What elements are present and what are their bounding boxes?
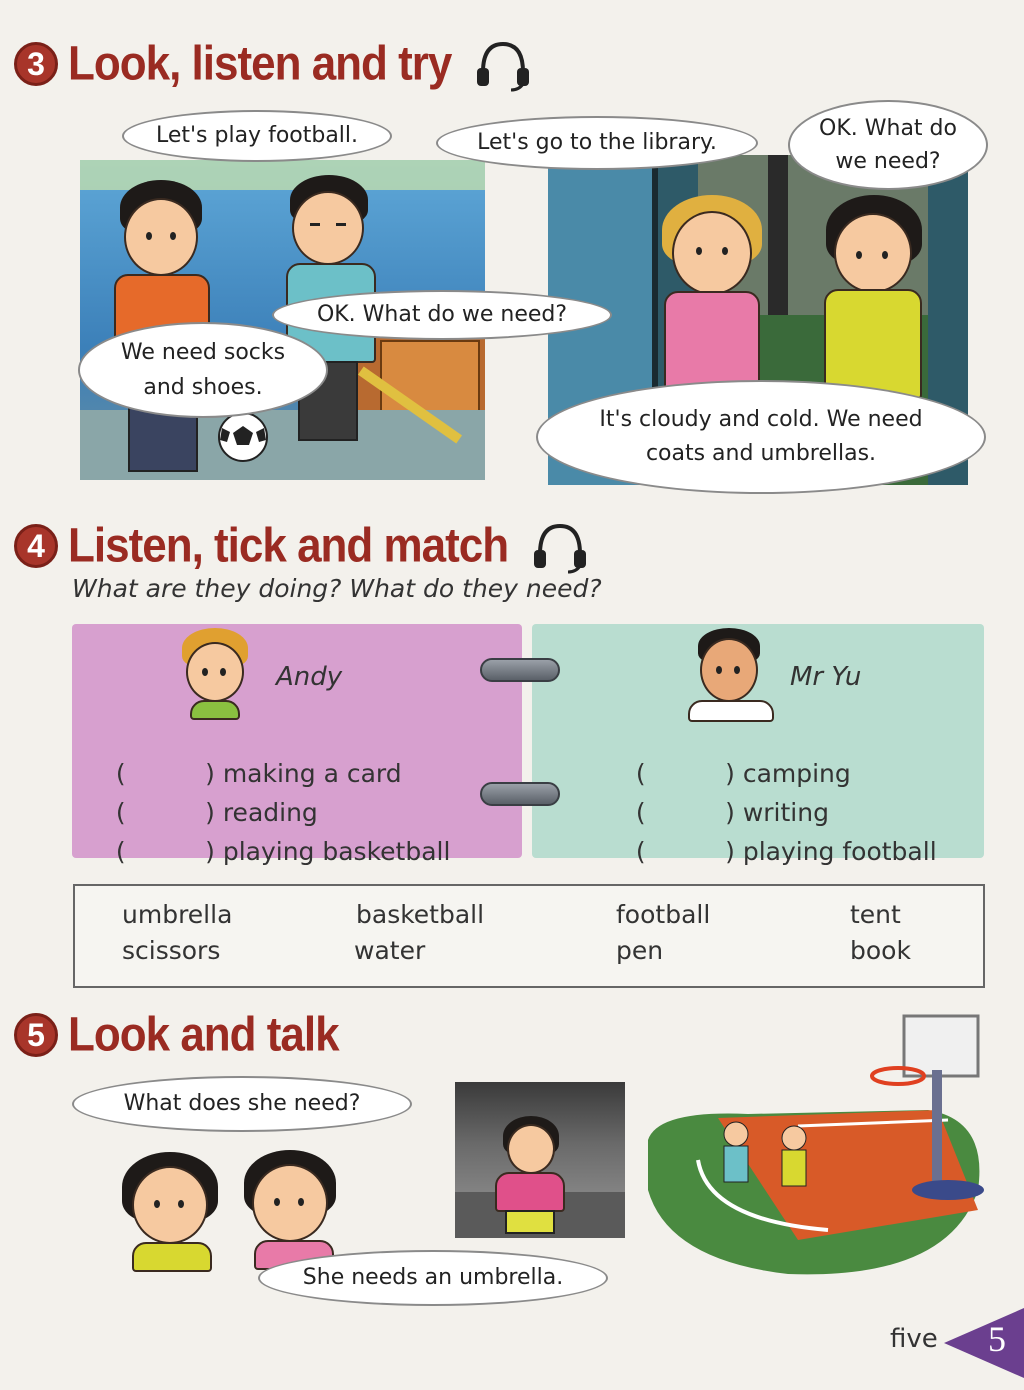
- tick-bracket[interactable]: ( ): [635, 798, 743, 827]
- speech-bubble: Let's play football.: [122, 110, 392, 162]
- page-word: five: [890, 1324, 938, 1354]
- activity-label: camping: [742, 759, 851, 788]
- speech-bubble: OK. What do we need?: [788, 100, 988, 190]
- binder-ring-icon: [480, 782, 560, 806]
- binder-ring-icon: [480, 658, 560, 682]
- word-bank-item[interactable]: scissors: [122, 936, 221, 965]
- tick-bracket[interactable]: ( ): [635, 759, 743, 788]
- word-bank-item[interactable]: umbrella: [122, 900, 233, 929]
- basketball-court-illustration: [648, 1010, 988, 1280]
- speech-bubble: Let's go to the library.: [436, 116, 758, 170]
- speech-bubble: What does she need?: [72, 1076, 412, 1132]
- football-icon: [216, 410, 270, 464]
- section-title: Listen, tick and match: [68, 518, 509, 573]
- section-number: 4: [14, 524, 58, 568]
- page-number: 5: [988, 1319, 1006, 1359]
- headphones-icon[interactable]: [530, 518, 590, 574]
- word-bank-item[interactable]: pen: [616, 936, 664, 965]
- tick-bracket[interactable]: ( ): [115, 837, 223, 866]
- activity-label: writing: [742, 798, 829, 827]
- word-bank-item[interactable]: book: [850, 936, 911, 965]
- tick-row[interactable]: [620, 808, 937, 866]
- page-number-tab: [944, 1308, 1024, 1378]
- speech-bubble: We need socks and shoes.: [78, 322, 328, 418]
- section-3-heading: [14, 36, 533, 92]
- section-number: 3: [14, 42, 58, 86]
- activity-label: reading: [222, 798, 318, 827]
- headphones-icon[interactable]: [473, 36, 533, 92]
- speech-bubble: It's cloudy and cold. We need coats and umbrellas.: [536, 380, 986, 494]
- word-bank-item[interactable]: football: [616, 900, 711, 929]
- activity-label: making a card: [222, 759, 402, 788]
- andy-avatar: [180, 628, 250, 718]
- tick-bracket[interactable]: ( ): [635, 837, 743, 866]
- andy-name: Andy: [276, 662, 343, 692]
- speech-bubble: She needs an umbrella.: [258, 1250, 608, 1306]
- speech-bubble: OK. What do we need?: [272, 290, 612, 340]
- activity-label: playing football: [742, 837, 937, 866]
- activity-label: playing basketball: [222, 837, 451, 866]
- rain-scene-illustration: [455, 1082, 625, 1238]
- mr-yu-avatar: [688, 628, 774, 720]
- section-5-heading: [14, 1007, 339, 1062]
- instruction-text: What are they doing? What do they need?: [72, 574, 602, 603]
- section-title: Look and talk: [68, 1007, 339, 1062]
- tick-bracket[interactable]: ( ): [115, 798, 223, 827]
- tick-bracket[interactable]: ( ): [115, 759, 223, 788]
- word-bank-item[interactable]: basketball: [356, 900, 485, 929]
- mr-yu-name: Mr Yu: [790, 662, 862, 692]
- tick-row[interactable]: [100, 808, 450, 866]
- girl-figure: [240, 1150, 350, 1270]
- section-4-heading: [14, 518, 590, 574]
- word-bank-item[interactable]: water: [354, 936, 426, 965]
- girl-figure: [118, 1152, 228, 1272]
- word-bank-item[interactable]: tent: [850, 900, 901, 929]
- section-title: Look, listen and try: [68, 36, 452, 91]
- section-number: 5: [14, 1013, 58, 1057]
